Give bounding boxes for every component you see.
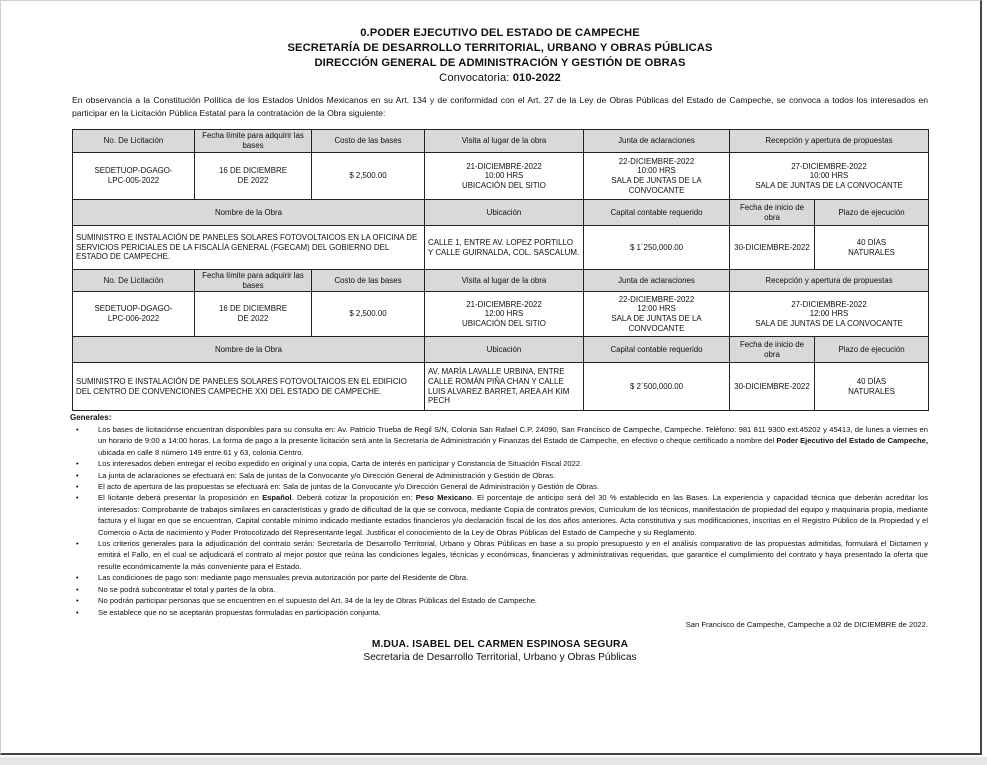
cell-capital: $ 1´250,000.00	[584, 226, 730, 270]
col-header-costo: Costo de las bases	[312, 270, 425, 292]
cell-plazo: 40 DÍAS NATURALES	[815, 226, 929, 270]
list-item: • Los interesados deben entregar el recibo expedido en original y una copia, Carta de interés en participar y Constancia de Situación Fiscal 2022.	[98, 458, 928, 469]
list-item: • Se establece que no se aceptarán propuestas formuladas en participación conjunta.	[98, 607, 928, 618]
col-header-plazo: Plazo de ejecución	[815, 200, 929, 226]
col-header-licitacion: No. De Licitación	[73, 130, 195, 153]
item-bold: Español	[262, 493, 292, 503]
intro-paragraph: En observancia a la Constitución Política de los Estados Unidos Mexicanos en su Art. 134 y de conformidad con el Art. 27 de la Ley de Obras Públicas del Estado de Campeche, se convoca a todos los interesados en participar en la Licitación Pública Estatal para la contratación de la Obra siguiente:	[72, 95, 928, 118]
cell-inicio: 30-DICIEMBRE-2022	[730, 226, 815, 270]
col-header-nombre: Nombre de la Obra	[73, 200, 425, 226]
list-item: • El acto de apertura de las propuestas se efectuará en: Sala de juntas de la Convocante y/o Dirección General de Administración y Gestión de Obras.	[98, 481, 928, 492]
cell-recepcion: 27-DICIEMBRE-2022 12:00 HRS SALA DE JUNTAS DE LA CONVOCANTE	[730, 292, 929, 337]
col-header-capital: Capital contable requerido	[584, 337, 730, 363]
cell-junta: 22-DICIEMBRE-2022 10:00 HRS SALA DE JUNTAS DE LA CONVOCANTE	[584, 153, 730, 200]
cell-fecha-limite: 16 DE DICIEMBRE DE 2022	[195, 153, 312, 200]
col-header-licitacion: No. De Licitación	[73, 270, 195, 292]
list-item	[98, 492, 928, 538]
item-text: ubicada en calle 8 número 149 entre 61 y 63, colonia Centro.	[98, 447, 304, 457]
table-row	[73, 292, 929, 337]
col-header-capital: Capital contable requerido	[584, 200, 730, 226]
item-bold: Peso Mexicano	[415, 493, 472, 503]
cell-nombre: SUMINISTRO E INSTALACIÓN DE PANELES SOLARES FOTOVOLTAICOS EN LA OFICINA DE SERVICIOS PERICIALES DE LA FISCALÍA GENERAL (FGECAM) DEL GOBIERNO DEL ESTADO DE CAMPECHE.	[73, 226, 425, 270]
col-header-fecha-limite: Fecha límite para adquirir las bases	[195, 270, 312, 292]
table-header-row	[73, 270, 929, 292]
cell-licitacion: SEDETUOP-DGAGO- LPC-005-2022	[73, 153, 195, 200]
cell-nombre: SUMINISTRO E INSTALACIÓN DE PANELES SOLARES FOTOVOLTAICOS EN EL EDIFICIO DEL CENTRO DE CONVENCIONES CAMPECHE XXI DEL ESTADO DE CAMPECHE.	[73, 363, 425, 411]
cell-inicio: 30-DICIEMBRE-2022	[730, 363, 815, 411]
item-text: El licitante deberá presentar la proposición en	[98, 493, 263, 503]
item-text: . Deberá cotizar la proposición en:	[291, 493, 416, 503]
place-date: San Francisco de Campeche, Campeche a 02 de DICIEMBRE de 2022.	[685, 619, 928, 629]
cell-costo: $ 2,500.00	[312, 153, 425, 200]
header-line-1: 0.PODER EJECUTIVO DEL ESTADO DE CAMPECHE	[360, 27, 640, 39]
item-bold: Poder Ejecutivo del Estado de Campeche,	[776, 436, 928, 446]
col-header-junta: Junta de aclaraciones	[584, 130, 730, 153]
signatory-name: M.DUA. ISABEL DEL CARMEN ESPINOSA SEGURA	[371, 638, 629, 650]
list-item: • Las condiciones de pago son: mediante pago mensuales previa autorización por parte del Residente de Obra.	[98, 572, 928, 583]
table-row	[73, 153, 929, 200]
table-header-row	[73, 130, 929, 153]
table-header-row	[73, 200, 929, 226]
window-bottom-strip	[0, 757, 987, 765]
cell-costo: $ 2,500.00	[312, 292, 425, 337]
convocatoria-label: Convocatoria:	[439, 72, 510, 84]
table-header-row	[73, 337, 929, 363]
convocatoria-document	[72, 26, 928, 663]
col-header-plazo: Plazo de ejecución	[815, 337, 929, 363]
signatory-role: Secretaria de Desarrollo Territorial, Urbano y Obras Públicas	[363, 651, 637, 663]
cell-fecha-limite: 16 DE DICIEMBRE DE 2022	[195, 292, 312, 337]
cell-ubicacion: CALLE 1, ENTRE AV. LOPEZ PORTILLO Y CALLE GUIRNALDA, COL. SASCALUM.	[425, 226, 584, 270]
item-text: Los bases de licitaciónse encuentran disponibles para su consulta en: Av. Patricio Trueba de Regil S/N, Colonia San Rafael C.P. 24090, San Francisco de Campeche, Campeche. Teléfono: 981 811 9300 ext.45202 y 45413, de lunes a viernes en un horario de 9:00 a 14:00 horas. La forma de pago a la presente licitación será ante la Secretaría de Administración y Finanzas del Estado de Campeche, en efectivo o cheque certificado a nombre del	[98, 425, 928, 446]
cell-capital: $ 2´500,000.00	[584, 363, 730, 411]
cell-licitacion: SEDETUOP-DGAGO- LPC-006-2022	[73, 292, 195, 337]
cell-ubicacion: AV. MARÍA LAVALLE URBINA, ENTRE CALLE ROMÁN PIÑA CHAN Y CALLE LUIS ALVAREZ BARRET, AREA AH KIM PECH	[425, 363, 584, 411]
col-header-inicio: Fecha de inicio de obra	[730, 337, 815, 363]
col-header-fecha-limite: Fecha límite para adquirir las bases	[195, 130, 312, 153]
cell-recepcion: 27-DICIEMBRE-2022 10:00 HRS SALA DE JUNTAS DE LA CONVOCANTE	[730, 153, 929, 200]
list-item: • No se podrá subcontratar el total y partes de la obra.	[98, 584, 928, 595]
col-header-inicio: Fecha de inicio de obra	[730, 200, 815, 226]
col-header-recepcion: Recepción y apertura de propuestas	[730, 130, 929, 153]
cell-junta: 22-DICIEMBRE-2022 12:00 HRS SALA DE JUNTAS DE LA CONVOCANTE	[584, 292, 730, 337]
col-header-visita: Visita al lugar de la obra	[425, 130, 584, 153]
col-header-recepcion: Recepción y apertura de propuestas	[730, 270, 929, 292]
generales-list	[72, 424, 928, 618]
cell-plazo: 40 DÍAS NATURALES	[815, 363, 929, 411]
col-header-visita: Visita al lugar de la obra	[425, 270, 584, 292]
col-header-costo: Costo de las bases	[312, 130, 425, 153]
cell-visita: 21-DICIEMBRE-2022 12:00 HRS UBICACIÓN DEL SITIO	[425, 292, 584, 337]
header-line-3: DIRECCIÓN GENERAL DE ADMINISTRACIÓN Y GESTIÓN DE OBRAS	[314, 57, 686, 69]
list-item: • No podrán participar personas que se encuentren en el supuesto del Art. 34 de la ley de Obras Públicas del Estado de Campeche.	[98, 595, 928, 606]
convocatoria-number: 010-2022	[512, 72, 561, 84]
generales-title: Generales:	[70, 413, 112, 422]
table-row	[73, 363, 929, 411]
col-header-ubicacion: Ubicación	[425, 200, 584, 226]
convocatoria-line	[72, 71, 928, 86]
col-header-nombre: Nombre de la Obra	[73, 337, 425, 363]
tender-table	[72, 129, 929, 411]
cell-visita: 21-DICIEMBRE-2022 10:00 HRS UBICACIÓN DEL SITIO	[425, 153, 584, 200]
item-text: . El porcentaje de anticipo será del 30 % establecido en las Bases. La experiencia y capacidad técnica que deberán acreditar los interesados: Comprobante de trabajos similares en características y grado de dificultad de la que se convoca, mediante Copia de contratos previos, Curriculum de los técnicos, manifestación de propiedad del equipo y maquinaria propia, mediante factura y el lugar en que se encuentran, Capital contable mínimo indicado mediante estados financieros y/o declaración fiscal de los dos años anteriores. Acta constitutiva y sus modificaciones, inscritas en el Registro Público de la Propiedad y el Comercio o Acta de nacimiento y Poder Protocolizado del Representante legal. Justificar el conocimiento de la Ley de Obras Públicas del Estado de Campeche y su Reglamento.	[98, 493, 929, 537]
table-row	[73, 226, 929, 270]
header-line-2: SECRETARÍA DE DESARROLLO TERRITORIAL, URBANO Y OBRAS PÚBLICAS	[287, 42, 713, 54]
list-item: • La junta de aclaraciones se efectuará en: Sala de juntas de la Convocante y/o Dirección General de Administración y Gestión de Obras.	[98, 470, 928, 481]
list-item: • Los criterios generales para la adjudicación del contrato serán: Secretaría de Desarrollo Territorial, Urbano y Obras Públicas en base a su propio presupuesto y en el análisis comparativo de las propuestas admitidas, formulará el Dictamen y emitirá el Fallo, en el cual se adjudicará el contrato al mejor postor que reúna las condiciones legales, técnicas y económicas, financieras y administrativas requeridas, que garantice el cumplimiento del contrato y haya presentado la oferta que resulte económicamente la más conveniente para el Estado.	[98, 538, 928, 572]
list-item	[98, 424, 928, 458]
col-header-junta: Junta de aclaraciones	[584, 270, 730, 292]
col-header-ubicacion: Ubicación	[425, 337, 584, 363]
